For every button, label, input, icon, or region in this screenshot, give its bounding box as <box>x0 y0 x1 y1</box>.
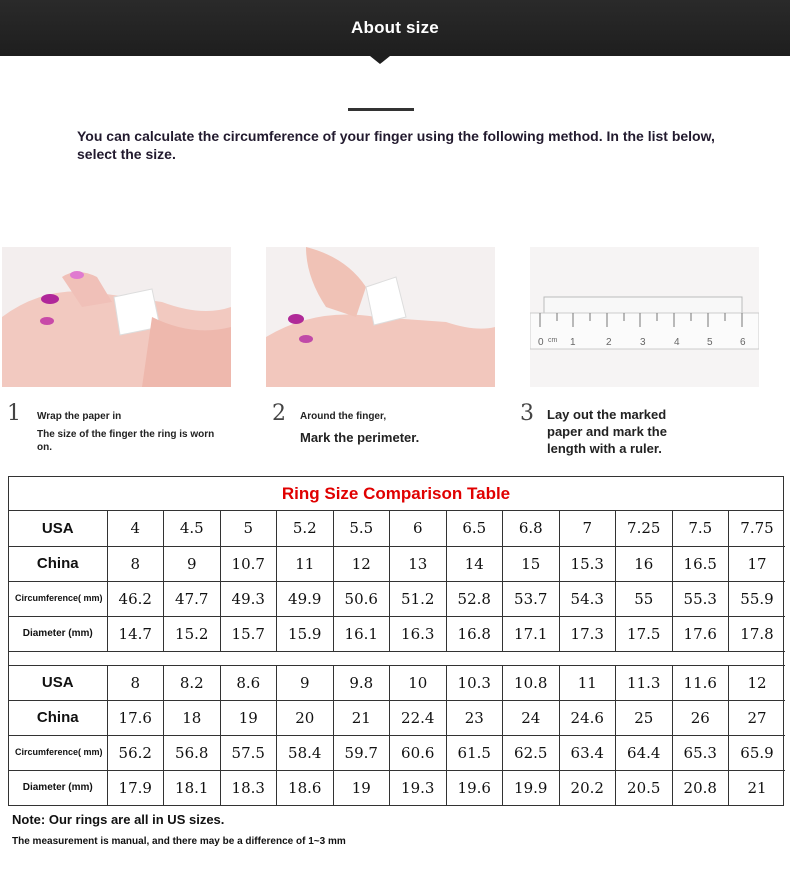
ruler-illustration <box>530 247 759 387</box>
size-cell: 25 <box>616 700 673 735</box>
size-cell: 6.5 <box>446 511 503 546</box>
size-cell: 5.5 <box>333 511 390 546</box>
size-cell: 13 <box>390 546 447 581</box>
size-cell: 17.6 <box>107 700 164 735</box>
step-2-number: 2 <box>272 401 286 426</box>
size-cell: 59.7 <box>333 735 390 770</box>
size-cell: 4 <box>107 511 164 546</box>
photo-ruler <box>530 247 759 387</box>
size-cell: 19.3 <box>390 770 447 805</box>
size-cell: 58.4 <box>277 735 334 770</box>
size-cell: 23 <box>446 700 503 735</box>
size-cell: 55 <box>616 581 673 616</box>
size-cell: 54.3 <box>559 581 616 616</box>
note-us-sizes: Note: Our rings are all in US sizes. <box>12 812 225 827</box>
size-cell: 14.7 <box>107 616 164 651</box>
size-cell: 16.5 <box>672 546 729 581</box>
table-title-row <box>9 477 783 511</box>
row-label: China <box>9 700 107 735</box>
about-size-header <box>0 0 790 56</box>
row-label: China <box>9 546 107 581</box>
size-cell: 12 <box>729 665 786 700</box>
size-cell: 17.6 <box>672 616 729 651</box>
step-1-number: 1 <box>7 401 21 426</box>
size-cell: 8 <box>107 546 164 581</box>
size-cell: 51.2 <box>390 581 447 616</box>
hand-wrap-illustration <box>2 247 231 387</box>
size-cell: 19.9 <box>503 770 560 805</box>
table-spacer-row <box>9 651 785 665</box>
row-diameter-1 <box>9 616 785 651</box>
spacer-cell <box>9 651 785 665</box>
size-cell: 64.4 <box>616 735 673 770</box>
row-circumference-2 <box>9 735 785 770</box>
size-cell: 6 <box>390 511 447 546</box>
size-cell: 8.6 <box>220 665 277 700</box>
size-cell: 11 <box>277 546 334 581</box>
step-3-number: 3 <box>520 401 534 426</box>
header-notch <box>370 56 390 64</box>
size-cell: 7.75 <box>729 511 786 546</box>
size-cell: 50.6 <box>333 581 390 616</box>
size-cell: 5 <box>220 511 277 546</box>
size-cell: 17.8 <box>729 616 786 651</box>
size-cell: 21 <box>729 770 786 805</box>
size-cell: 15.9 <box>277 616 334 651</box>
size-cell: 46.2 <box>107 581 164 616</box>
size-cell: 55.3 <box>672 581 729 616</box>
size-cell: 19.6 <box>446 770 503 805</box>
size-cell: 16 <box>616 546 673 581</box>
size-cell: 4.5 <box>164 511 221 546</box>
row-label: Diameter (mm) <box>9 616 107 651</box>
size-cell: 9.8 <box>333 665 390 700</box>
size-cell: 22.4 <box>390 700 447 735</box>
size-cell: 49.9 <box>277 581 334 616</box>
size-grid <box>9 511 785 805</box>
row-label: USA <box>9 665 107 700</box>
row-china-2 <box>9 700 785 735</box>
step-2-line2: Mark the perimeter. <box>300 430 420 445</box>
intro-text: You can calculate the circumference of your finger using the following method. In the list below, select the size. <box>77 128 715 162</box>
size-cell: 9 <box>277 665 334 700</box>
size-cell: 10 <box>390 665 447 700</box>
size-cell: 16.8 <box>446 616 503 651</box>
size-cell: 26 <box>672 700 729 735</box>
divider-line <box>348 108 414 111</box>
row-label: Diameter (mm) <box>9 770 107 805</box>
header-title: About size <box>351 18 439 37</box>
size-cell: 18.3 <box>220 770 277 805</box>
size-cell: 16.1 <box>333 616 390 651</box>
size-cell: 18.6 <box>277 770 334 805</box>
size-cell: 56.8 <box>164 735 221 770</box>
size-cell: 15.2 <box>164 616 221 651</box>
size-cell: 52.8 <box>446 581 503 616</box>
ruler-label-2: 2 <box>606 337 612 348</box>
step-2-line1: Around the finger, <box>300 411 387 422</box>
row-diameter-2 <box>9 770 785 805</box>
size-cell: 15.7 <box>220 616 277 651</box>
ruler-label-4: 4 <box>674 337 680 348</box>
step-1-line2: The size of the finger the ring is worn on. <box>37 429 215 453</box>
size-cell: 20.2 <box>559 770 616 805</box>
size-cell: 9 <box>164 546 221 581</box>
row-label: USA <box>9 511 107 546</box>
size-cell: 53.7 <box>503 581 560 616</box>
size-cell: 5.2 <box>277 511 334 546</box>
size-cell: 27 <box>729 700 786 735</box>
size-cell: 17 <box>729 546 786 581</box>
ruler-label-0: 0 <box>538 337 544 348</box>
photo-mark-perimeter <box>266 247 495 387</box>
size-cell: 17.9 <box>107 770 164 805</box>
size-cell: 7.5 <box>672 511 729 546</box>
row-circumference-1 <box>9 581 785 616</box>
size-cell: 17.1 <box>503 616 560 651</box>
size-cell: 11.3 <box>616 665 673 700</box>
size-cell: 65.3 <box>672 735 729 770</box>
size-cell: 24.6 <box>559 700 616 735</box>
size-cell: 17.5 <box>616 616 673 651</box>
size-cell: 24 <box>503 700 560 735</box>
size-cell: 11 <box>559 665 616 700</box>
size-cell: 11.6 <box>672 665 729 700</box>
size-cell: 15 <box>503 546 560 581</box>
size-cell: 8.2 <box>164 665 221 700</box>
size-cell: 20 <box>277 700 334 735</box>
size-cell: 10.8 <box>503 665 560 700</box>
size-cell: 15.3 <box>559 546 616 581</box>
step-3-text: Lay out the marked paper and mark the length with a ruler. <box>547 407 667 456</box>
size-cell: 10.7 <box>220 546 277 581</box>
ruler-label-3: 3 <box>640 337 646 348</box>
size-cell: 55.9 <box>729 581 786 616</box>
size-cell: 61.5 <box>446 735 503 770</box>
size-cell: 19 <box>220 700 277 735</box>
size-cell: 14 <box>446 546 503 581</box>
size-cell: 18 <box>164 700 221 735</box>
size-cell: 12 <box>333 546 390 581</box>
size-cell: 7.25 <box>616 511 673 546</box>
size-cell: 20.8 <box>672 770 729 805</box>
ruler-label-5: 5 <box>707 337 713 348</box>
size-cell: 60.6 <box>390 735 447 770</box>
size-cell: 63.4 <box>559 735 616 770</box>
row-usa-1 <box>9 511 785 546</box>
row-usa-2 <box>9 665 785 700</box>
row-label: Circumference( mm) <box>9 735 107 770</box>
size-cell: 65.9 <box>729 735 786 770</box>
photo-wrap-paper <box>2 247 231 387</box>
size-cell: 56.2 <box>107 735 164 770</box>
size-cell: 18.1 <box>164 770 221 805</box>
hand-mark-illustration <box>266 247 495 387</box>
ring-size-table <box>8 476 784 806</box>
row-label: Circumference( mm) <box>9 581 107 616</box>
size-cell: 47.7 <box>164 581 221 616</box>
size-cell: 21 <box>333 700 390 735</box>
size-cell: 62.5 <box>503 735 560 770</box>
ruler-label-cm: cm <box>548 337 558 344</box>
size-cell: 57.5 <box>220 735 277 770</box>
size-cell: 49.3 <box>220 581 277 616</box>
size-cell: 20.5 <box>616 770 673 805</box>
row-china-1 <box>9 546 785 581</box>
size-cell: 10.3 <box>446 665 503 700</box>
note-measurement: The measurement is manual, and there may be a difference of 1~3 mm <box>12 836 346 847</box>
size-cell: 16.3 <box>390 616 447 651</box>
ruler-label-6: 6 <box>740 337 746 348</box>
ruler-label-1: 1 <box>570 337 576 348</box>
size-cell: 7 <box>559 511 616 546</box>
size-cell: 19 <box>333 770 390 805</box>
step-1-line1: Wrap the paper in <box>37 411 122 422</box>
table-title: Ring Size Comparison Table <box>281 483 511 503</box>
size-cell: 8 <box>107 665 164 700</box>
size-cell: 6.8 <box>503 511 560 546</box>
size-cell: 17.3 <box>559 616 616 651</box>
